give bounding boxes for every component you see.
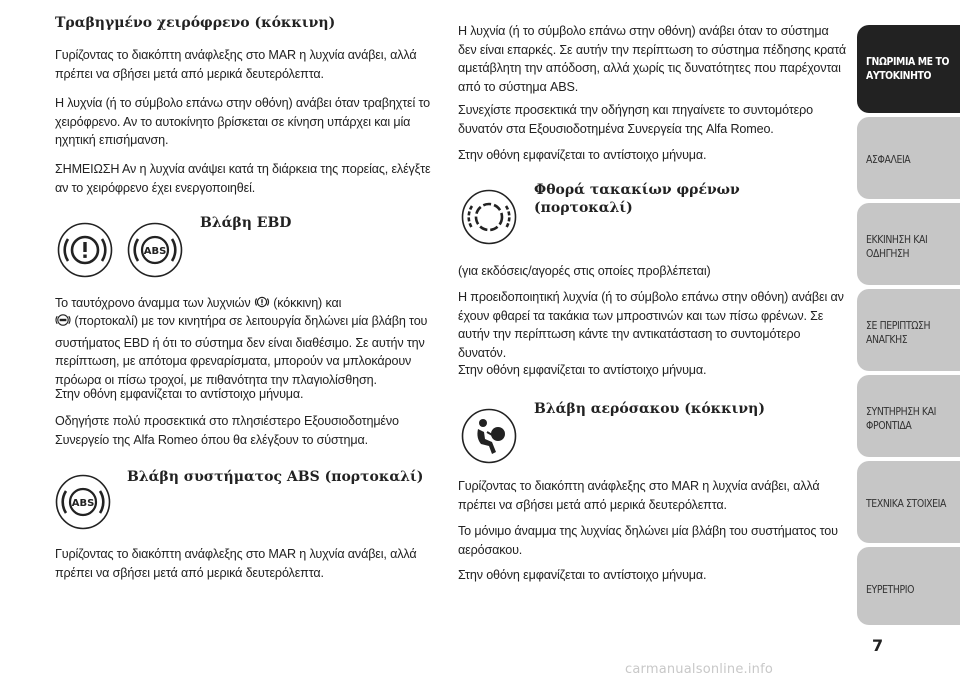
- tab-label-line2: ΑΥΤΟΚΙΝΗΤΟ: [866, 70, 932, 82]
- brake-pads-note: (για εκδόσεις/αγορές στις οποίες προβλέπεται): [458, 264, 711, 278]
- handbrake-note: ΣΗΜΕΙΩΣΗ Αν η λυχνία ανάψει κατά τη διάρκεια της πορείας, ελέγξτε αν το χειρόφρενο έχει ενεργοποιηθεί.: [55, 162, 431, 195]
- heading-ebd: Βλάβη EBD: [200, 215, 292, 231]
- ebd-drive-msg: Οδηγήστε πολύ προσεκτικά στο πλησιέστερο Εξουσιοδοτημένο Συνεργείο της Alfa Romeo όπου θα ελέγξουν το σύστημα.: [55, 414, 399, 447]
- tab-label-line2: ΟΔΗΓΗΣΗ: [866, 248, 910, 260]
- airbag-para-1: Γυρίζοντας το διακόπτη ανάφλεξης στο MAR η λυχνία ανάβει, αλλά πρέπει να σβήσει μετά από μερικά δευτερόλεπτα.: [458, 479, 820, 512]
- abs-icon: [127, 222, 183, 283]
- ebd-line2: (πορτοκαλί) με τον κινητήρα σε λειτουργία δηλώνει μία βλάβη του συστήματος EBD ή ότι το σύστημα δεν είναι διαθέσιμο. Σε αυτήν την περίπτωση, με απότομα φρεναρίσματα, μπορούν να μπλοκάρουν πρόωρα οι πίσω τροχοί, με πιθανότητα την πλαγιολίσθηση.: [55, 314, 428, 387]
- tab-label-line1: ΑΣΦΑΛΕΙΑ: [866, 154, 911, 166]
- tab-emergency[interactable]: [857, 289, 960, 371]
- airbag-icon: [461, 408, 517, 469]
- page-number: 7: [872, 636, 884, 655]
- chapter-sidebar: [857, 25, 960, 625]
- handbrake-para-1: Γυρίζοντας το διακόπτη ανάφλεξης στο MAR η λυχνία ανάβει, αλλά πρέπει να σβήσει μετά από μερικά δευτερόλεπτα.: [55, 48, 417, 81]
- tab-label-line1: ΣΥΝΤΗΡΗΣΗ ΚΑΙ: [866, 406, 936, 418]
- brake-exclamation-icon: [57, 222, 113, 283]
- abs-para: Γυρίζοντας το διακόπτη ανάφλεξης στο MAR η λυχνία ανάβει, αλλά πρέπει να σβήσει μετά από μερικά δευτερόλεπτα.: [55, 547, 417, 580]
- heading-abs: Βλάβη συστήματος ABS (πορτοκαλί): [127, 469, 424, 485]
- tab-label-line1: ΤΕΧΝΙΚΑ ΣΤΟΙΧΕΙΑ: [866, 498, 947, 510]
- tab-getting-to-know[interactable]: [857, 25, 960, 113]
- tab-technical-data[interactable]: [857, 461, 960, 543]
- ebd-para-2: [55, 312, 440, 389]
- abs-right-para-2: Συνεχίστε προσεκτικά την οδήγηση και πηγαίνετε το συντομότερο δυνατόν στα Εξουσιοδοτημένα Συνεργεία της Alfa Romeo.: [458, 103, 813, 136]
- abs-right-para-1: Η λυχνία (ή το σύμβολο επάνω στην οθόνη) ανάβει όταν το σύστημα δεν είναι επαρκές. Σε αυτήν την περίπτωση το σύστημα πέδησης κρατά αμετάβλητη την απόδοση, αλλά χωρίς τις δυνατότητες που παρέχονται από το σύστημα ABS.: [458, 24, 847, 94]
- tab-label-line2: ΑΝΑΓΚΗΣ: [866, 334, 908, 346]
- abs-right-para-3: Στην οθόνη εμφανίζεται το αντίστοιχο μήνυμα.: [458, 148, 707, 162]
- heading-airbag: Βλάβη αερόσακου (κόκκινη): [534, 401, 765, 417]
- airbag-display: Στην οθόνη εμφανίζεται το αντίστοιχο μήνυμα.: [458, 568, 707, 582]
- abs-icon-label: ABS: [143, 246, 167, 257]
- abs-inline-icon: [55, 312, 71, 334]
- heading-handbrake: Τραβηγμένο χειρόφρενο (κόκκινη): [55, 15, 336, 31]
- watermark: carmanualsonline.info: [625, 662, 774, 677]
- tab-maintenance[interactable]: [857, 375, 960, 457]
- tab-label-line2: ΦΡΟΝΤΙΔΑ: [866, 420, 912, 432]
- ebd-line1-b: (κόκκινη) και: [273, 296, 342, 310]
- tab-label-line1: ΣΕ ΠΕΡΙΠΤΩΣΗ: [866, 320, 931, 332]
- tab-label-line1: ΕΥΡΕΤΗΡΙΟ: [866, 584, 915, 596]
- abs-section-icon: [55, 474, 111, 535]
- ebd-line1-a: Το ταυτόχρονο άναμμα των λυχνιών: [55, 296, 251, 310]
- ebd-display-msg: Στην οθόνη εμφανίζεται το αντίστοιχο μήνυμα.: [55, 387, 304, 401]
- brake-pads-para: Η προειδοποιητική λυχνία (ή το σύμβολο επάνω στην οθόνη) ανάβει αν έχουν φθαρεί τα τακάκια των μπροστινών και των πίσω φρένων. Σε αυτήν την περίπτωση κάντε την αντικατάσταση το συντομότερο δυνατόν.: [458, 290, 844, 360]
- abs-section-icon-label: ABS: [71, 498, 95, 509]
- airbag-para-2: Το μόνιμο άναμμα της λυχνίας δηλώνει μία βλάβη του συστήματος του αερόσακου.: [458, 524, 838, 557]
- tab-label-line1: ΕΚΚΙΝΗΣΗ ΚΑΙ: [866, 234, 928, 246]
- handbrake-para-2: Η λυχνία (ή το σύμβολο επάνω στην οθόνη) ανάβει όταν τραβηχτεί το χειρόφρενο. Αν το αυτοκίνητο βρίσκεται σε κίνηση υπάρχει και μία ηχητική επισήμανση.: [55, 96, 431, 147]
- brake-pads-display: Στην οθόνη εμφανίζεται το αντίστοιχο μήνυμα.: [458, 363, 707, 377]
- heading-brake-pads: Φθορά τακακίων φρένων (πορτοκαλί): [534, 182, 740, 216]
- tab-index[interactable]: [857, 547, 960, 625]
- tab-label-line1: ΓΝΩΡΙΜΙΑ ΜΕ ΤΟ: [866, 56, 949, 68]
- tab-safety[interactable]: [857, 117, 960, 199]
- brake-pad-wear-icon: [461, 189, 517, 250]
- tab-starting-driving[interactable]: [857, 203, 960, 285]
